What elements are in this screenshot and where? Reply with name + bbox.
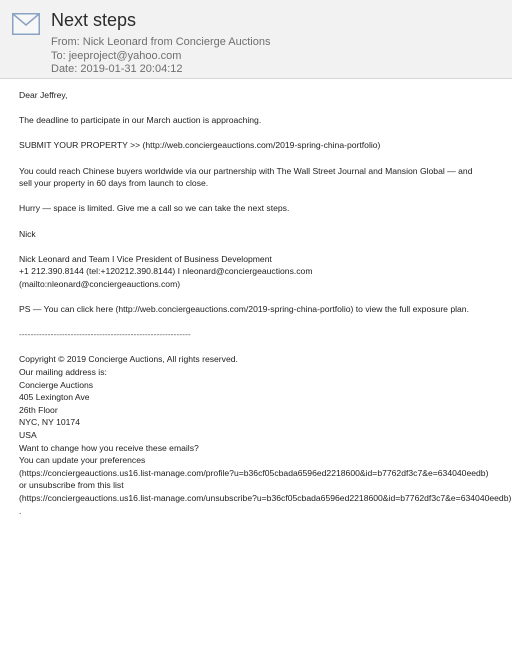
footer-street: 405 Lexington Ave (19, 392, 90, 403)
footer-change-prompt: Want to change how you receive these emails? (19, 442, 199, 453)
greeting: Dear Jeffrey, (19, 90, 68, 100)
paragraph-reach-line1: You could reach Chinese buyers worldwide via our partnership with The Wall Street Journal and Mansion Global — and (19, 165, 473, 176)
footer-copyright: Copyright © 2019 Concierge Auctions, All rights reserved. (19, 354, 238, 365)
footer-city: NYC, NY 10174 (19, 417, 80, 428)
email-body (19, 89, 512, 517)
signature-mailto[interactable]: (mailto:nleonard@conciergeauctions.com) (19, 278, 181, 289)
footer-period: . (19, 505, 22, 516)
email-from: From: Nick Leonard from Concierge Auctions (51, 36, 271, 48)
email-to: To: jeeproject@yahoo.com (51, 50, 182, 62)
footer-country: USA (19, 430, 37, 441)
signature-contact[interactable]: +1 212.390.8144 (tel:+120212.390.8144) I nleonard@conciergeauctions.com (19, 266, 313, 277)
sign-name: Nick (19, 228, 36, 239)
unsubscribe-link[interactable]: (https://conciergeauctions.us16.list-manage.com/unsubscribe?u=b36cf05cbada6596ed2218600&id=b7762df3c7&e=634040eedb) (19, 493, 512, 503)
footer-unsubscribe-label: or unsubscribe from this list (19, 480, 124, 491)
divider: ------------------------------------------------------------ (19, 329, 191, 340)
email-header (0, 0, 512, 79)
footer-mailing-label: Our mailing address is: (19, 367, 107, 378)
submit-property-link[interactable]: SUBMIT YOUR PROPERTY >> (http://web.conciergeauctions.com/2019-spring-china-portfolio) (19, 140, 381, 151)
ps-link[interactable]: PS — You can click here (http://web.conciergeauctions.com/2019-spring-china-portfolio) to view the full exposure plan. (19, 304, 469, 315)
paragraph-reach-line2: sell your property in 60 days from launch to close. (19, 178, 209, 189)
paragraph-deadline: The deadline to participate in our March auction is approaching. (19, 115, 262, 126)
signature-title: Nick Leonard and Team I Vice President of Business Development (19, 253, 272, 264)
footer-floor: 26th Floor (19, 404, 58, 415)
update-preferences-link[interactable]: (https://conciergeauctions.us16.list-manage.com/profile?u=b36cf05cbada6596ed2218600&id=b7762df3c7&e=634040eedb) (19, 467, 489, 478)
paragraph-hurry: Hurry — space is limited. Give me a call so we can take the next steps. (19, 203, 290, 214)
envelope-icon (12, 13, 40, 35)
email-date: Date: 2019-01-31 20:04:12 (51, 63, 183, 75)
footer-update-prefs: You can update your preferences (19, 455, 146, 466)
email-subject: Next steps (51, 10, 137, 30)
footer-company: Concierge Auctions (19, 379, 94, 390)
